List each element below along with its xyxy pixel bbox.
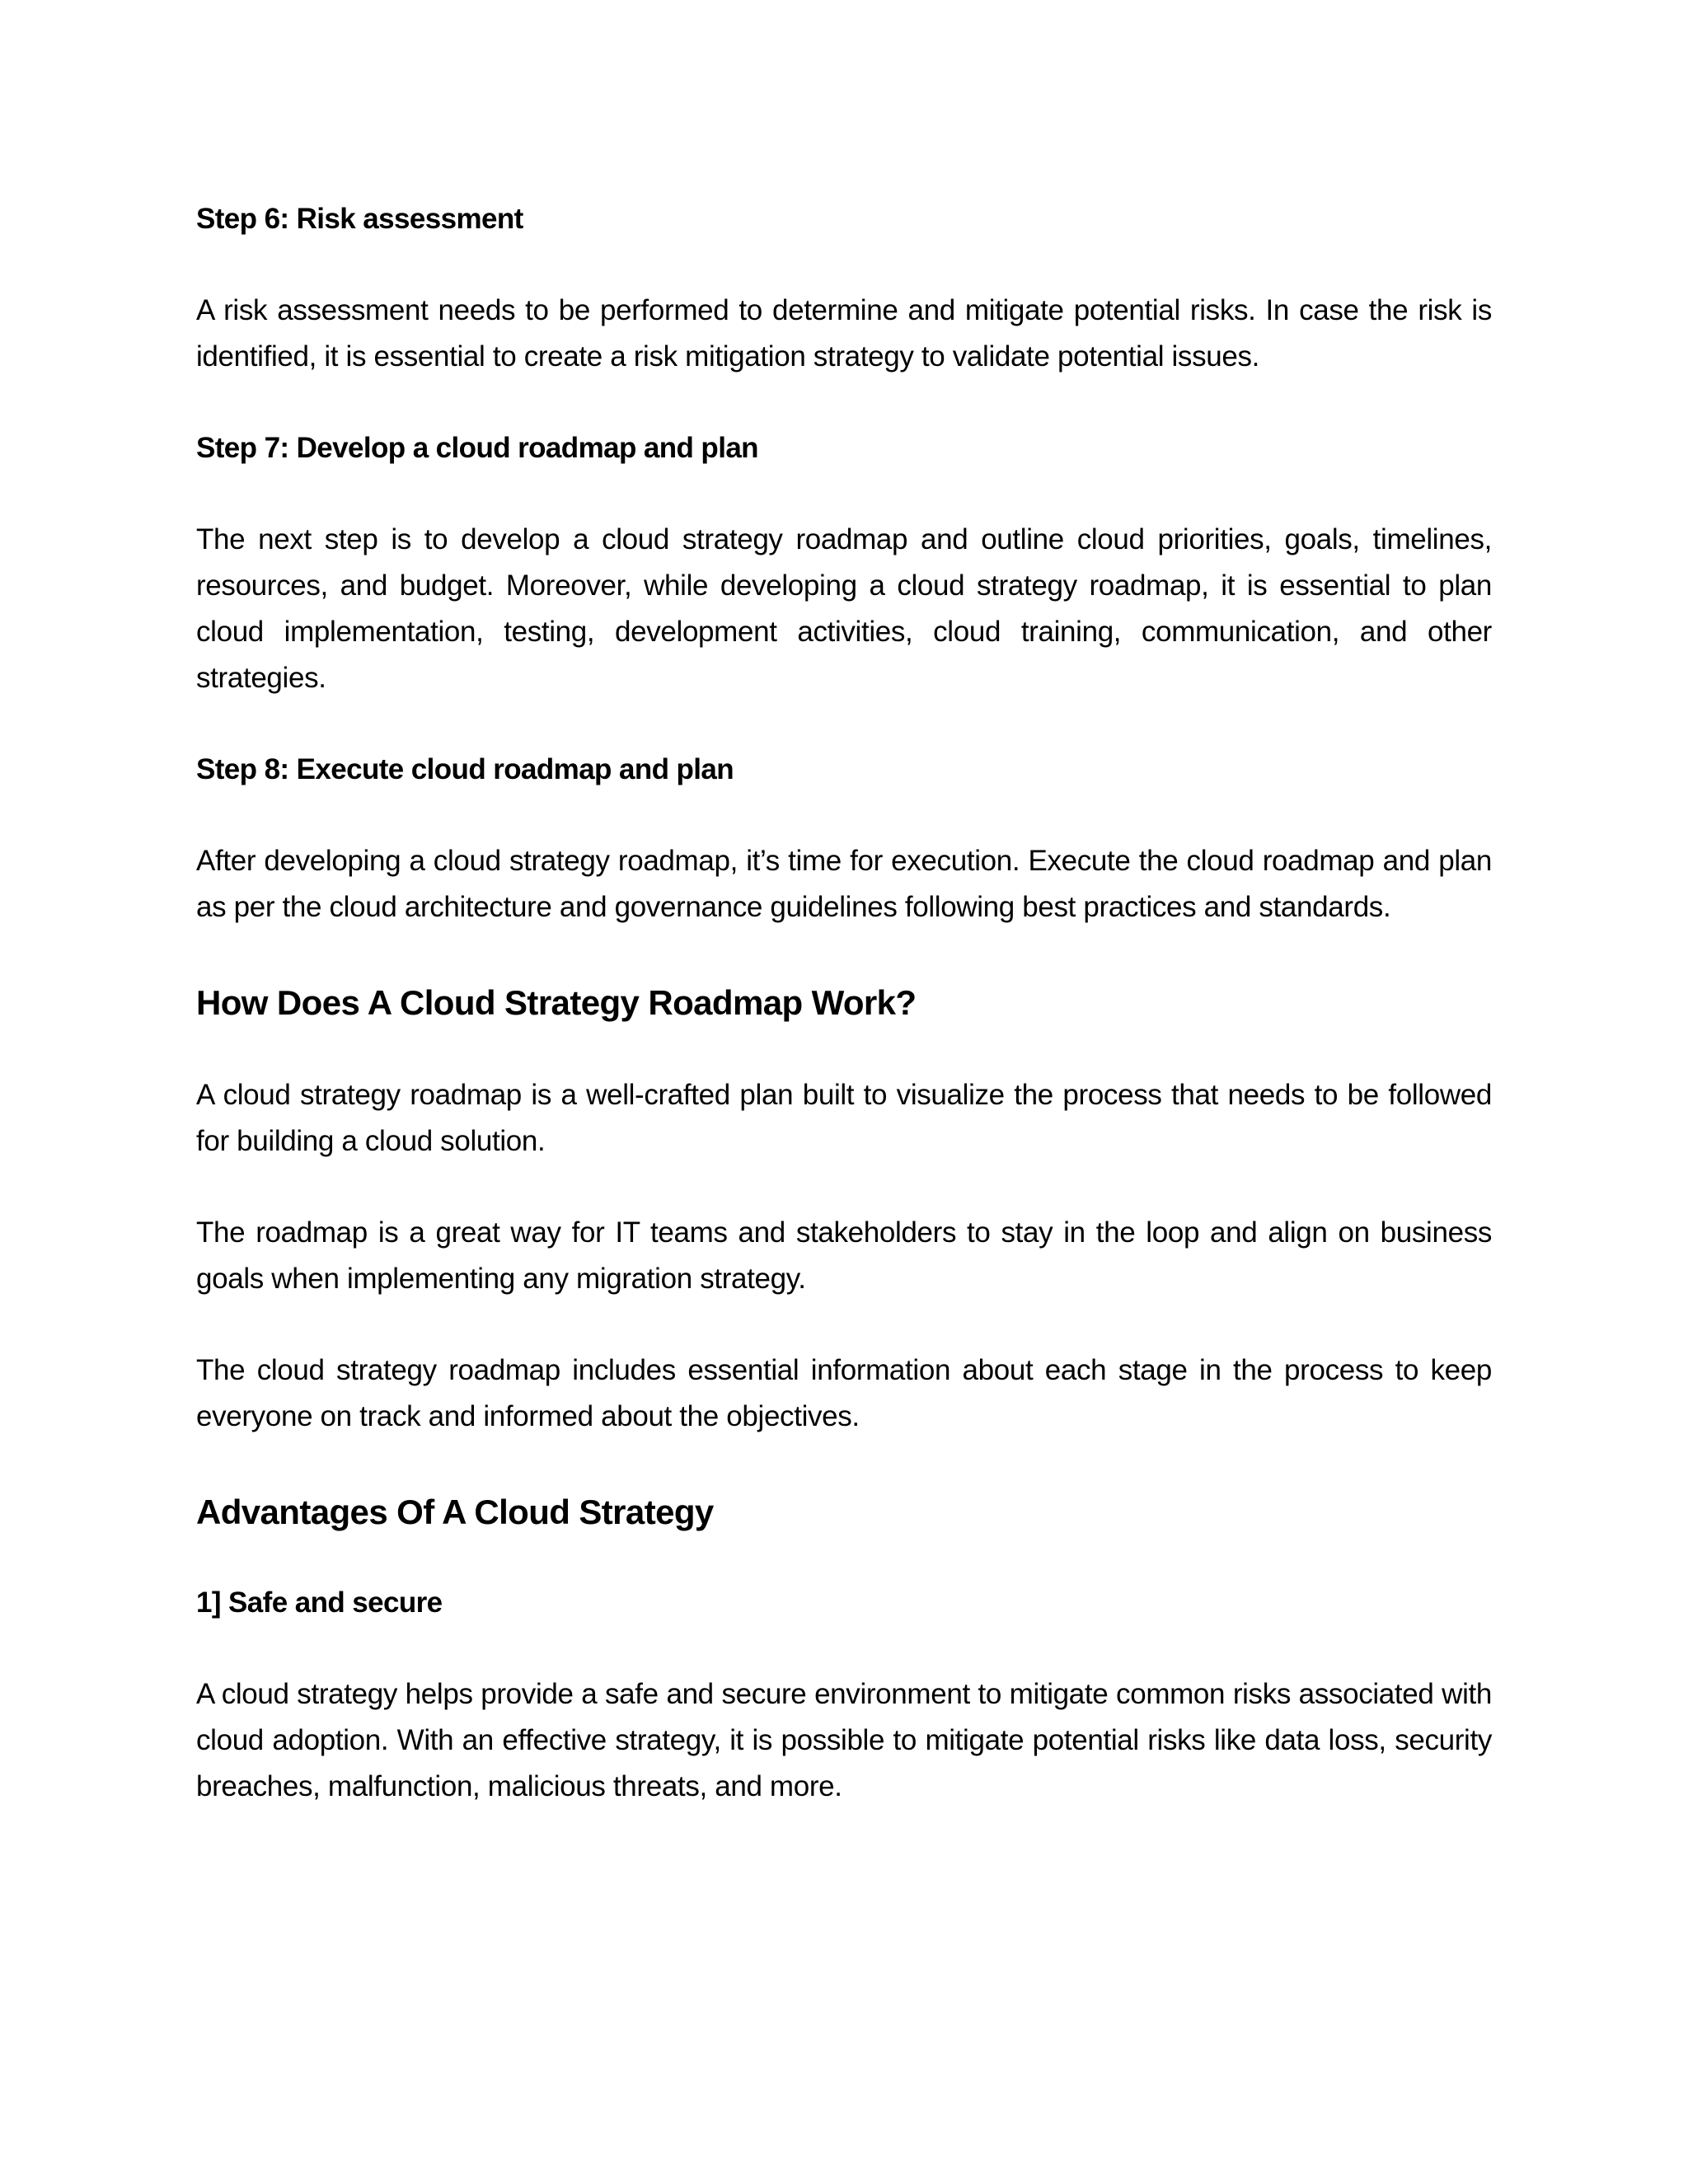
step6-paragraph: A risk assessment needs to be performed to determine and mitigate potential risks. In case the risk is identified, it is essential to create a risk mitigation strategy to validate potential issues. bbox=[196, 294, 1492, 373]
step7-paragraph: The next step is to develop a cloud strategy roadmap and outline cloud priorities, goals, timelines, resources, and budget. Moreover, while developing a cloud strategy roadmap, it is essential to plan cloud implementation, testing, development activities, cloud training, communication, and other strategies. bbox=[196, 523, 1492, 694]
step8-heading: Step 8: Execute cloud roadmap and plan bbox=[196, 753, 734, 785]
roadmap-paragraph-2: The roadmap is a great way for IT teams and stakeholders to stay in the loop and align on business goals when implementing any migration strategy. bbox=[196, 1216, 1492, 1295]
roadmap-paragraph-1: A cloud strategy roadmap is a well-crafted plan built to visualize the process that needs to be followed for building a cloud solution. bbox=[196, 1079, 1492, 1157]
advantage-1-heading: 1] Safe and secure bbox=[196, 1586, 443, 1619]
roadmap-section-heading: How Does A Cloud Strategy Roadmap Work? bbox=[196, 983, 917, 1022]
step8-paragraph: After developing a cloud strategy roadmap, it’s time for execution. Execute the cloud roadmap and plan as per the cloud architecture and governance guidelines following best practices and standards. bbox=[196, 845, 1492, 923]
step6-heading: Step 6: Risk assessment bbox=[196, 203, 523, 235]
roadmap-paragraph-3: The cloud strategy roadmap includes essential information about each stage in the process to keep everyone on track and informed about the objectives. bbox=[196, 1354, 1492, 1432]
advantage-1-paragraph: A cloud strategy helps provide a safe and secure environment to mitigate common risks associated with cloud adoption. With an effective strategy, it is possible to mitigate potential risks like data loss, security breaches, malfunction, malicious threats, and more. bbox=[196, 1678, 1492, 1802]
step7-heading: Step 7: Develop a cloud roadmap and plan bbox=[196, 432, 758, 464]
document-content bbox=[196, 196, 1492, 1810]
advantages-section-heading: Advantages Of A Cloud Strategy bbox=[196, 1493, 714, 1531]
